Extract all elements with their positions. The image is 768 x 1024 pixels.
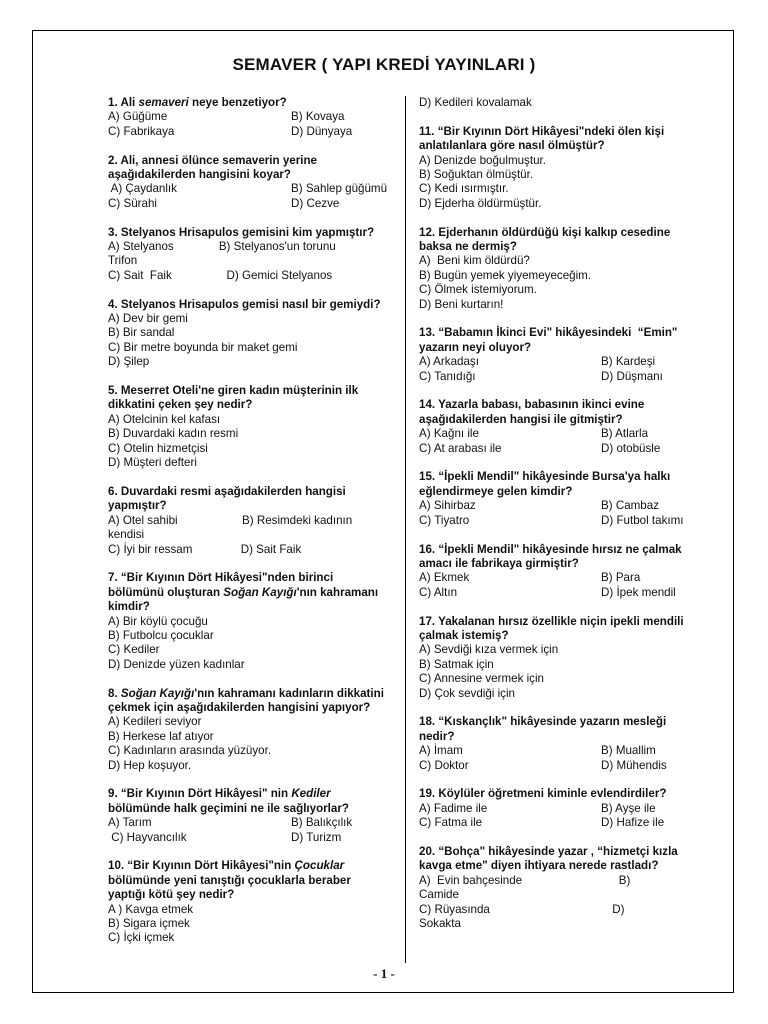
option-c: C) Kediler bbox=[108, 643, 160, 657]
stem-italic: Soğan Kayığı bbox=[223, 585, 297, 599]
option-a: A) Bir köylü çocuğu bbox=[108, 614, 208, 628]
question-stem bbox=[108, 687, 393, 701]
option-b: B) Muallim bbox=[601, 744, 656, 758]
question-stem: 17. Yakalanan hırsız özellikle niçin ipekli mendili bbox=[419, 614, 684, 628]
column-divider bbox=[405, 96, 406, 963]
options-ab: A) Otel sahibi B) Resimdeki kadının bbox=[108, 513, 353, 527]
page-title: SEMAVER ( YAPI KREDİ YAYINLARI ) bbox=[232, 55, 536, 74]
stem-italic: Çocuklar bbox=[294, 859, 345, 873]
question-stem: bölümünde yeni tanıştığı çocuklarla beraber bbox=[108, 873, 351, 887]
option-c: C) Tiyatro bbox=[419, 513, 470, 527]
option-b: B) Sigara içmek bbox=[108, 917, 190, 931]
question-stem bbox=[108, 586, 393, 600]
question-16 bbox=[419, 543, 689, 601]
question-stem: 15. “İpekli Mendil" hikâyesinde Bursa'ya halkı bbox=[419, 470, 671, 484]
options-cd: C) İyi bir ressam D) Sait Faik bbox=[108, 542, 302, 556]
option-c: C) Kedi ısırmıştır. bbox=[419, 182, 509, 196]
option-b: B) Ayşe ile bbox=[601, 801, 656, 815]
question-stem: bölümünde halk geçimini ne ile sağlıyorlar? bbox=[108, 801, 349, 815]
question-stem: baksa ne dermiş? bbox=[419, 240, 517, 254]
question-2 bbox=[108, 154, 393, 212]
stem-text: 'nın kahramanı kadınların dikkatini bbox=[194, 686, 384, 700]
option-b: B) Soğuktan ölmüştür. bbox=[419, 168, 534, 182]
question-20 bbox=[419, 845, 689, 931]
option-b-wrap: Camide bbox=[419, 888, 459, 902]
question-stem: 18. “Kıskançlık" hikâyesinde yazarın mesleği bbox=[419, 715, 667, 729]
question-stem bbox=[108, 787, 393, 801]
question-stem: 11. “Bir Kıyının Dört Hikâyesi"ndeki ölen kişi bbox=[419, 124, 665, 138]
option-b: B) Satmak için bbox=[419, 657, 494, 671]
question-13 bbox=[419, 326, 689, 384]
option-c: C) Doktor bbox=[419, 758, 469, 772]
question-stem: aşağıdakilerden hangisini koyar? bbox=[108, 168, 291, 182]
left-column bbox=[108, 96, 393, 960]
option-b: B) Futbolcu çocuklar bbox=[108, 628, 214, 642]
stem-text: neye benzetiyor? bbox=[188, 96, 287, 109]
option-c: C) Bir metre boyunda bir maket gemi bbox=[108, 340, 298, 354]
option-a: A) Güğüme bbox=[108, 110, 168, 124]
option-c: C) At arabası ile bbox=[419, 441, 502, 455]
question-7 bbox=[108, 571, 393, 672]
option-d: D) Dünyaya bbox=[291, 124, 353, 138]
option-d: D) Mühendis bbox=[601, 758, 667, 772]
question-stem: 3. Stelyanos Hrisapulos gemisini kim yapmıştır? bbox=[108, 225, 375, 239]
option-a: A) Dev bir gemi bbox=[108, 312, 188, 326]
stem-italic: Kediler bbox=[291, 787, 331, 801]
stem-text: 10. “Bir Kıyının Dört Hikâyesi"nin bbox=[108, 859, 295, 873]
option-a: A) Kedileri seviyor bbox=[108, 715, 202, 729]
question-stem: 2. Ali, annesi ölünce semaverin yerine bbox=[108, 153, 317, 167]
option-d: D) Beni kurtarın! bbox=[419, 297, 504, 311]
question-6 bbox=[108, 485, 393, 557]
stem-text: 1. Ali bbox=[108, 96, 139, 109]
option-a: A) Arkadaşı bbox=[419, 355, 479, 369]
question-stem: 4. Stelyanos Hrisapulos gemisi nasıl bir gemiydi? bbox=[108, 297, 381, 311]
question-stem: kavga etme" diyen ihtiyara nerede rastladı? bbox=[419, 859, 659, 873]
question-stem: 20. “Bohça" hikâyesinde yazar , “hizmetçi kızla bbox=[419, 844, 678, 858]
question-stem bbox=[108, 859, 393, 873]
option-b: B) Bir sandal bbox=[108, 326, 175, 340]
option-c: C) Hayvancılık bbox=[108, 830, 187, 844]
option-a: A ) Kavga etmek bbox=[108, 902, 194, 916]
option-c: C) Kadınların arasında yüzüyor. bbox=[108, 744, 272, 758]
option-d: D) Turizm bbox=[291, 830, 342, 844]
option-a: A) Beni kim öldürdü? bbox=[419, 254, 530, 268]
option-b-wrap: kendisi bbox=[108, 528, 145, 542]
question-5 bbox=[108, 384, 393, 470]
option-d: D) Şilep bbox=[108, 355, 150, 369]
option-d: D) Düşmanı bbox=[601, 369, 663, 383]
option-a: A) Otelcinin kel kafası bbox=[108, 412, 221, 426]
question-stem: 7. “Bir Kıyının Dört Hikâyesi"nden birinci bbox=[108, 571, 334, 585]
stem-italic: semaveri bbox=[138, 96, 189, 109]
stem-text: bölümünü oluşturan bbox=[108, 585, 224, 599]
option-a: A) Tarım bbox=[108, 816, 152, 830]
question-3 bbox=[108, 226, 393, 284]
stem-text: 9. “Bir Kıyının Dört Hikâyesi" nin bbox=[108, 787, 292, 801]
option-d: D) Hep koşuyor. bbox=[108, 758, 192, 772]
question-4 bbox=[108, 298, 393, 370]
option-b: B) Atlarla bbox=[601, 427, 649, 441]
question-stem: dikkatini çeken şey nedir? bbox=[108, 398, 253, 412]
option-a: A) Çaydanlık bbox=[108, 182, 177, 196]
question-stem: 6. Duvardaki resmi aşağıdakilerden hangisi bbox=[108, 484, 346, 498]
stem-text: 'nın kahramanı bbox=[296, 585, 379, 599]
question-8 bbox=[108, 687, 393, 773]
option-d: D) Ejderha öldürmüştür. bbox=[419, 196, 542, 210]
option-a: A) Denizde boğulmuştur. bbox=[419, 153, 546, 167]
question-stem: amacı ile fabrikaya girmiştir? bbox=[419, 556, 579, 570]
option-b-wrap: Trifon bbox=[108, 254, 138, 268]
option-c: C) Fatma ile bbox=[419, 816, 483, 830]
option-d: D) Müşteri defteri bbox=[108, 456, 197, 470]
question-18 bbox=[419, 715, 689, 773]
page-number: - 1 - bbox=[373, 966, 395, 981]
option-a: A) Sevdiği kıza vermek için bbox=[419, 643, 559, 657]
option-d: D) İpek mendil bbox=[601, 585, 676, 599]
option-a: A) İmam bbox=[419, 744, 463, 758]
question-stem: kimdir? bbox=[108, 600, 150, 614]
options-ab: A) Evin bahçesinde B) bbox=[419, 873, 631, 887]
question-11 bbox=[419, 125, 689, 211]
question-1 bbox=[108, 96, 393, 139]
question-stem: 16. “İpekli Mendil" hikâyesinde hırsız ne çalmak bbox=[419, 542, 682, 556]
question-15 bbox=[419, 470, 689, 528]
question-14 bbox=[419, 398, 689, 456]
option-a: A) Kağnı ile bbox=[419, 427, 479, 441]
question-stem: 12. Ejderhanın öldürdüğü kişi kalkıp cesedine bbox=[419, 225, 671, 239]
options-ab: A) Stelyanos B) Stelyanos'un torunu bbox=[108, 240, 336, 254]
option-d-wrap: Sokakta bbox=[419, 917, 461, 930]
options-cd: C) Rüyasında D) bbox=[419, 902, 625, 916]
question-stem: aşağıdakilerden hangisi ile gitmiştir? bbox=[419, 412, 623, 426]
option-b: B) Duvardaki kadın resmi bbox=[108, 427, 239, 441]
stem-italic: Soğan Kayığı bbox=[120, 686, 195, 700]
question-stem: eğlendirmeye gelen kimdir? bbox=[419, 484, 573, 498]
question-stem: 13. “Babamın İkinci Evi" hikâyesindeki “Emin" bbox=[419, 326, 678, 340]
option-a: A) Sihirbaz bbox=[419, 499, 476, 513]
option-d: D) Futbol takımı bbox=[601, 513, 684, 527]
option-c: C) Ölmek istemiyorum. bbox=[419, 283, 537, 297]
question-17 bbox=[419, 615, 689, 701]
question-stem: anlatılanlara göre nasıl ölmüştür? bbox=[419, 139, 605, 153]
question-stem: çekmek için aşağıdakilerden hangisini yapıyor? bbox=[108, 700, 371, 714]
option-c: C) Altın bbox=[419, 585, 458, 599]
option-c: C) Fabrikaya bbox=[108, 124, 175, 138]
question-stem: yazarın neyi oluyor? bbox=[419, 340, 532, 354]
option-b: B) Cambaz bbox=[601, 499, 659, 513]
option-c: C) İçki içmek bbox=[108, 931, 175, 945]
option-a: A) Ekmek bbox=[419, 571, 470, 585]
question-stem: 5. Meserret Oteli'ne giren kadın müşterinin ilk bbox=[108, 384, 359, 398]
question-stem bbox=[108, 96, 393, 110]
question-stem: 14. Yazarla babası, babasının ikinci evine bbox=[419, 398, 645, 412]
option-d: D) Çok sevdiği için bbox=[419, 686, 515, 700]
question-stem: 19. Köylüler öğretmeni kiminle evlendirdiler? bbox=[419, 787, 667, 801]
option-b: B) Kardeşi bbox=[601, 355, 656, 369]
question-19 bbox=[419, 787, 689, 830]
option-c: C) Tanıdığı bbox=[419, 369, 476, 383]
question-stem: çalmak istemiş? bbox=[419, 628, 509, 642]
option-b: B) Sahlep güğümü bbox=[291, 182, 388, 196]
question-12 bbox=[419, 226, 689, 312]
option-b: B) Bugün yemek yiyemeyeceğim. bbox=[419, 268, 592, 282]
option-d: D) Cezve bbox=[291, 196, 340, 210]
option-c: C) Otelin hizmetçisi bbox=[108, 441, 208, 455]
option-b: B) Herkese laf atıyor bbox=[108, 729, 214, 743]
question-stem: yapmıştır? bbox=[108, 499, 167, 513]
question-9 bbox=[108, 787, 393, 845]
option-b: B) Kovaya bbox=[291, 110, 345, 124]
question-10-continued bbox=[419, 96, 689, 110]
option-d: D) Kedileri kovalamak bbox=[419, 96, 532, 109]
option-c: C) Annesine vermek için bbox=[419, 672, 545, 686]
option-d: D) Denizde yüzen kadınlar bbox=[108, 657, 245, 671]
option-b: B) Para bbox=[601, 571, 641, 585]
option-d: D) Hafize ile bbox=[601, 816, 665, 830]
option-b: B) Balıkçılık bbox=[291, 816, 353, 830]
question-10 bbox=[108, 859, 393, 945]
option-d: D) otobüsle bbox=[601, 441, 661, 455]
question-stem: nedir? bbox=[419, 729, 455, 743]
stem-text: 8. bbox=[108, 686, 121, 700]
question-stem: yaptığı kötü şey nedir? bbox=[108, 888, 235, 902]
option-a: A) Fadime ile bbox=[419, 801, 488, 815]
right-column bbox=[419, 96, 689, 946]
options-cd: C) Sait Faik D) Gemici Stelyanos bbox=[108, 268, 333, 282]
option-c: C) Sürahi bbox=[108, 196, 157, 210]
